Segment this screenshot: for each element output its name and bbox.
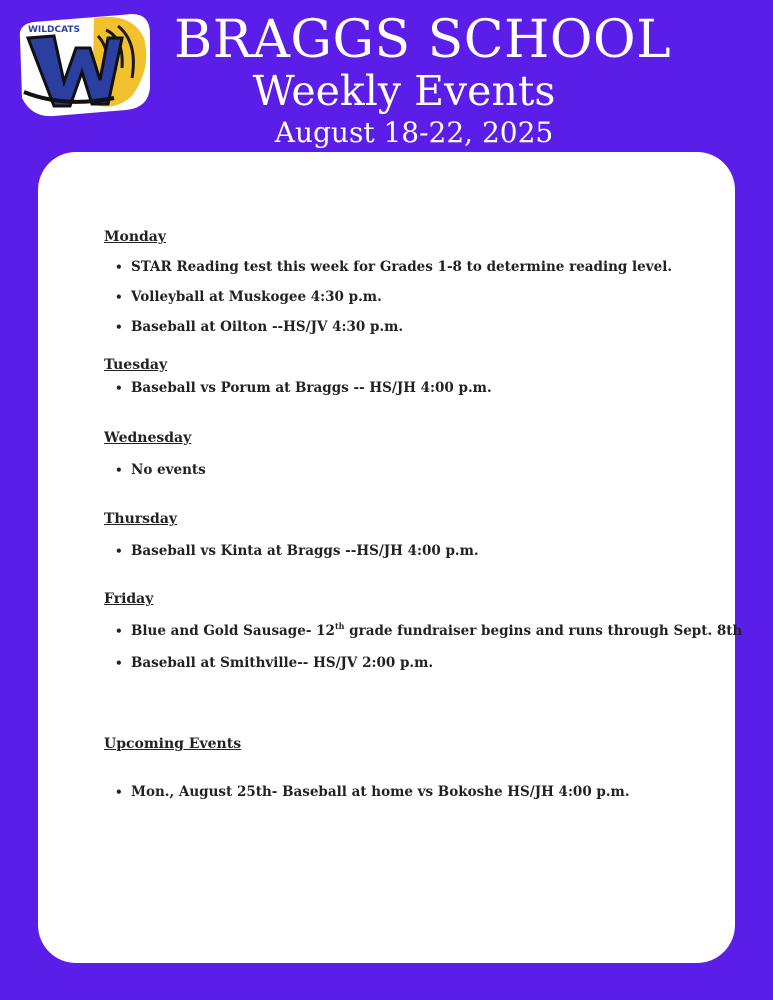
bullet-icon: • (115, 785, 123, 799)
page-subtitle: Weekly Events (252, 67, 556, 115)
bullet-icon: • (115, 260, 123, 274)
list-item: • No events (115, 462, 206, 478)
list-item: • Blue and Gold Sausage- 12th grade fundraiser begins and runs through Sept. 8th (115, 621, 743, 639)
list-item: • Baseball at Oilton --HS/JV 4:30 p.m. (115, 319, 404, 335)
heading-friday: Friday (104, 591, 154, 607)
list-item: • Baseball vs Kinta at Braggs --HS/JH 4:00 p.m. (115, 543, 479, 559)
list-item: • Baseball vs Porum at Braggs -- HS/JH 4:00 p.m. (115, 380, 492, 396)
heading-thursday: Thursday (104, 511, 178, 527)
heading-tuesday: Tuesday (104, 357, 168, 373)
bullet-icon: • (115, 656, 123, 670)
heading-upcoming-events: Upcoming Events (104, 736, 242, 752)
bullet-icon: • (115, 381, 123, 395)
school-title: BRAGGS SCHOOL (174, 10, 672, 70)
bullet-icon: • (115, 320, 123, 334)
wildcats-logo-icon (14, 8, 154, 120)
bullet-icon: • (115, 290, 123, 304)
logo-text: WILDCATS (28, 25, 80, 35)
heading-wednesday: Wednesday (104, 430, 192, 446)
list-item: • STAR Reading test this week for Grades 1-8 to determine reading level. (115, 259, 673, 275)
list-item: • Baseball at Smithville-- HS/JV 2:00 p.m. (115, 655, 434, 671)
heading-monday: Monday (104, 229, 167, 245)
list-item: • Volleyball at Muskogee 4:30 p.m. (115, 289, 382, 305)
date-range: August 18-22, 2025 (274, 116, 554, 149)
school-logo (14, 8, 154, 120)
events-card (38, 152, 743, 963)
list-item: • Mon., August 25th- Baseball at home vs Bokoshe HS/JH 4:00 p.m. (115, 784, 630, 800)
bullet-icon: • (115, 463, 123, 477)
bullet-icon: • (115, 544, 123, 558)
bullet-icon: • (115, 624, 123, 638)
